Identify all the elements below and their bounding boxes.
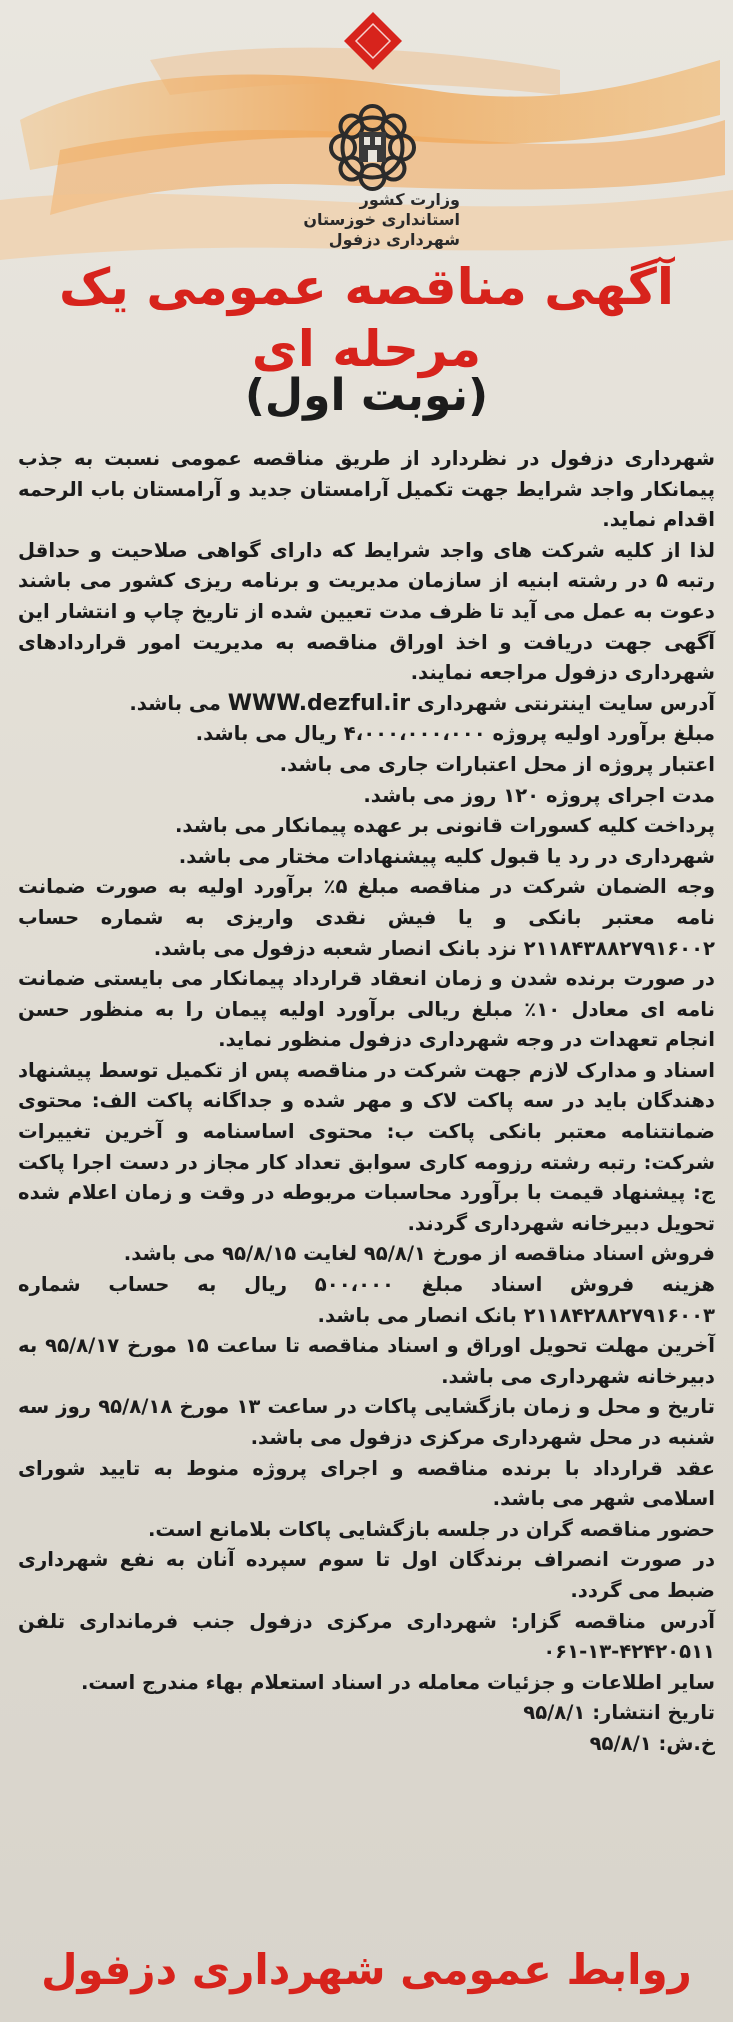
body-paragraph: تاریخ و محل و زمان بازگشایی پاکات در ساعت ۱۳ مورخ ۹۵/۸/۱۸ روز سه شنبه در محل شهرداری مرکزی دزفول می باشد. <box>18 1395 715 1449</box>
body-paragraph: عقد قرارداد با برنده مناقصه و اجرای پروژه منوط به تایید شورای اسلامی شهر می باشد. <box>18 1456 715 1511</box>
body-paragraph: اسناد و مدارک لازم جهت شرکت در مناقصه پس از تکمیل توسط پیشنهاد دهندگان باید در سه پاکت لاک و مهر شده و جداگانه پاکت الف: محتوی ضمانتنامه معتبر بانکی پاکت ب: محتوی اساسنامه و آخرین تغییرات شرکت: رتبه رشته رزومه کاری سوابق تعداد کار مجاز در دست اجرا پاکت ج: پیشنهاد قیمت با برآورد محاسبات مربوطه در وقت و زمان اعلام شده تحویل دبیرخانه شهرداری گردند. <box>18 1058 715 1235</box>
publication-date: تاریخ انتشار: ۹۵/۸/۱ <box>523 1701 715 1725</box>
body-paragraph: حضور مناقصه گران در جلسه بازگشایی پاکات بلامانع است. <box>147 1517 715 1541</box>
issue-code: خ.ش: ۹۵/۸/۱ <box>589 1731 715 1755</box>
website-line <box>18 689 715 720</box>
public-relations-signature: روابط عمومی شهرداری دزفول <box>41 1945 692 1994</box>
announcement-body <box>18 444 715 1760</box>
body-paragraph: سایر اطلاعات و جزئیات معامله در اسناد استعلام بهاء مندرج است. <box>80 1670 715 1694</box>
diamond-logo-icon <box>342 10 404 72</box>
announcement-title: آگهی مناقصه عمومی یک مرحله ای <box>58 258 675 378</box>
municipality-emblem-icon <box>325 100 420 195</box>
body-paragraph: فروش اسناد مناقصه از مورخ ۹۵/۸/۱ لغایت ۹۵/۸/۱۵ می باشد. <box>123 1242 715 1266</box>
body-paragraph: وجه الضمان شرکت در مناقصه مبلغ ۵٪ برآورد اولیه به صورت ضمانت نامه معتبر بانکی و یا فیش نقدی واریزی به شماره حساب ۲۱۱۸۴۳۸۸۲۷۹۱۶۰۰۲ نزد بانک انصار شعبه دزفول می باشد. <box>18 875 715 960</box>
body-paragraph: پرداخت کلیه کسورات قانونی بر عهده پیمانکار می باشد. <box>174 814 715 838</box>
body-paragraph: در صورت انصراف برندگان اول تا سوم سپرده آنان به نفع شهرداری ضبط می گردد. <box>18 1548 715 1602</box>
website-prefix: آدرس سایت اینترنتی شهرداری <box>416 691 715 715</box>
body-paragraph: لذا از کلیه شرکت های واجد شرایط که دارای گواهی صلاحیت و حداقل رتبه ۵ در رشته ابنیه از سازمان مدیریت و برنامه ریزی کشور می باشند دعوت به عمل می آید تا ظرف مدت تعیین شده از تاریخ چاپ و انتشار این آگهی جهت دریافت و اخذ اوراق مناقصه به مدیریت امور قراردادهای شهرداری دزفول مراجعه نمایند. <box>18 538 715 685</box>
body-paragraph: مبلغ برآورد اولیه پروژه ۴،۰۰۰،۰۰۰،۰۰۰ ریال می باشد. <box>195 722 715 746</box>
issuing-organization <box>300 190 460 250</box>
body-paragraph: اعتبار پروژه از محل اعتبارات جاری می باشد. <box>279 752 715 776</box>
website-suffix: می باشد. <box>129 691 221 715</box>
body-paragraph: مدت اجرای پروژه ۱۲۰ روز می باشد. <box>363 783 715 807</box>
ministry-line: وزارت کشور <box>359 190 460 209</box>
announcement-round: (نوبت اول) <box>244 370 489 421</box>
website-link[interactable]: WWW.dezful.ir <box>227 690 411 716</box>
body-paragraph: شهرداری دزفول در نظردارد از طریق مناقصه عمومی نسبت به جذب پیمانکار واجد شرایط جهت تکمیل آرامستان جدید و آرامستان باب الرحمه اقدام نماید. <box>18 447 715 532</box>
body-paragraph: هزینه فروش اسناد مبلغ ۵۰۰،۰۰۰ ریال به حساب شماره ۲۱۱۸۴۲۸۸۲۷۹۱۶۰۰۳ بانک انصار می باشد. <box>18 1273 715 1327</box>
body-paragraph: آخرین مهلت تحویل اوراق و اسناد مناقصه تا ساعت ۱۵ مورخ ۹۵/۸/۱۷ به دبیرخانه شهرداری می باشد. <box>18 1334 716 1388</box>
body-paragraph: آدرس مناقصه گزار: شهرداری مرکزی دزفول جنب فرمانداری تلفن ۴۲۴۲۰۵۱۱-۱۳-۰۶۱ <box>18 1609 715 1664</box>
governorate-line: استانداری خوزستان <box>303 210 460 229</box>
body-paragraph: در صورت برنده شدن و زمان انعقاد قرارداد پیمانکار می بایستی ضمانت نامه ای معادل ۱۰٪ مبلغ ریالی برآورد اولیه پیمان را به منظور حسن انجام تعهدات در وجه شهرداری دزفول منظور نماید. <box>18 967 715 1052</box>
municipality-line: شهرداری دزفول <box>328 230 460 249</box>
body-paragraph: شهرداری در رد یا قبول کلیه پیشنهادات مختار می باشد. <box>178 844 715 868</box>
